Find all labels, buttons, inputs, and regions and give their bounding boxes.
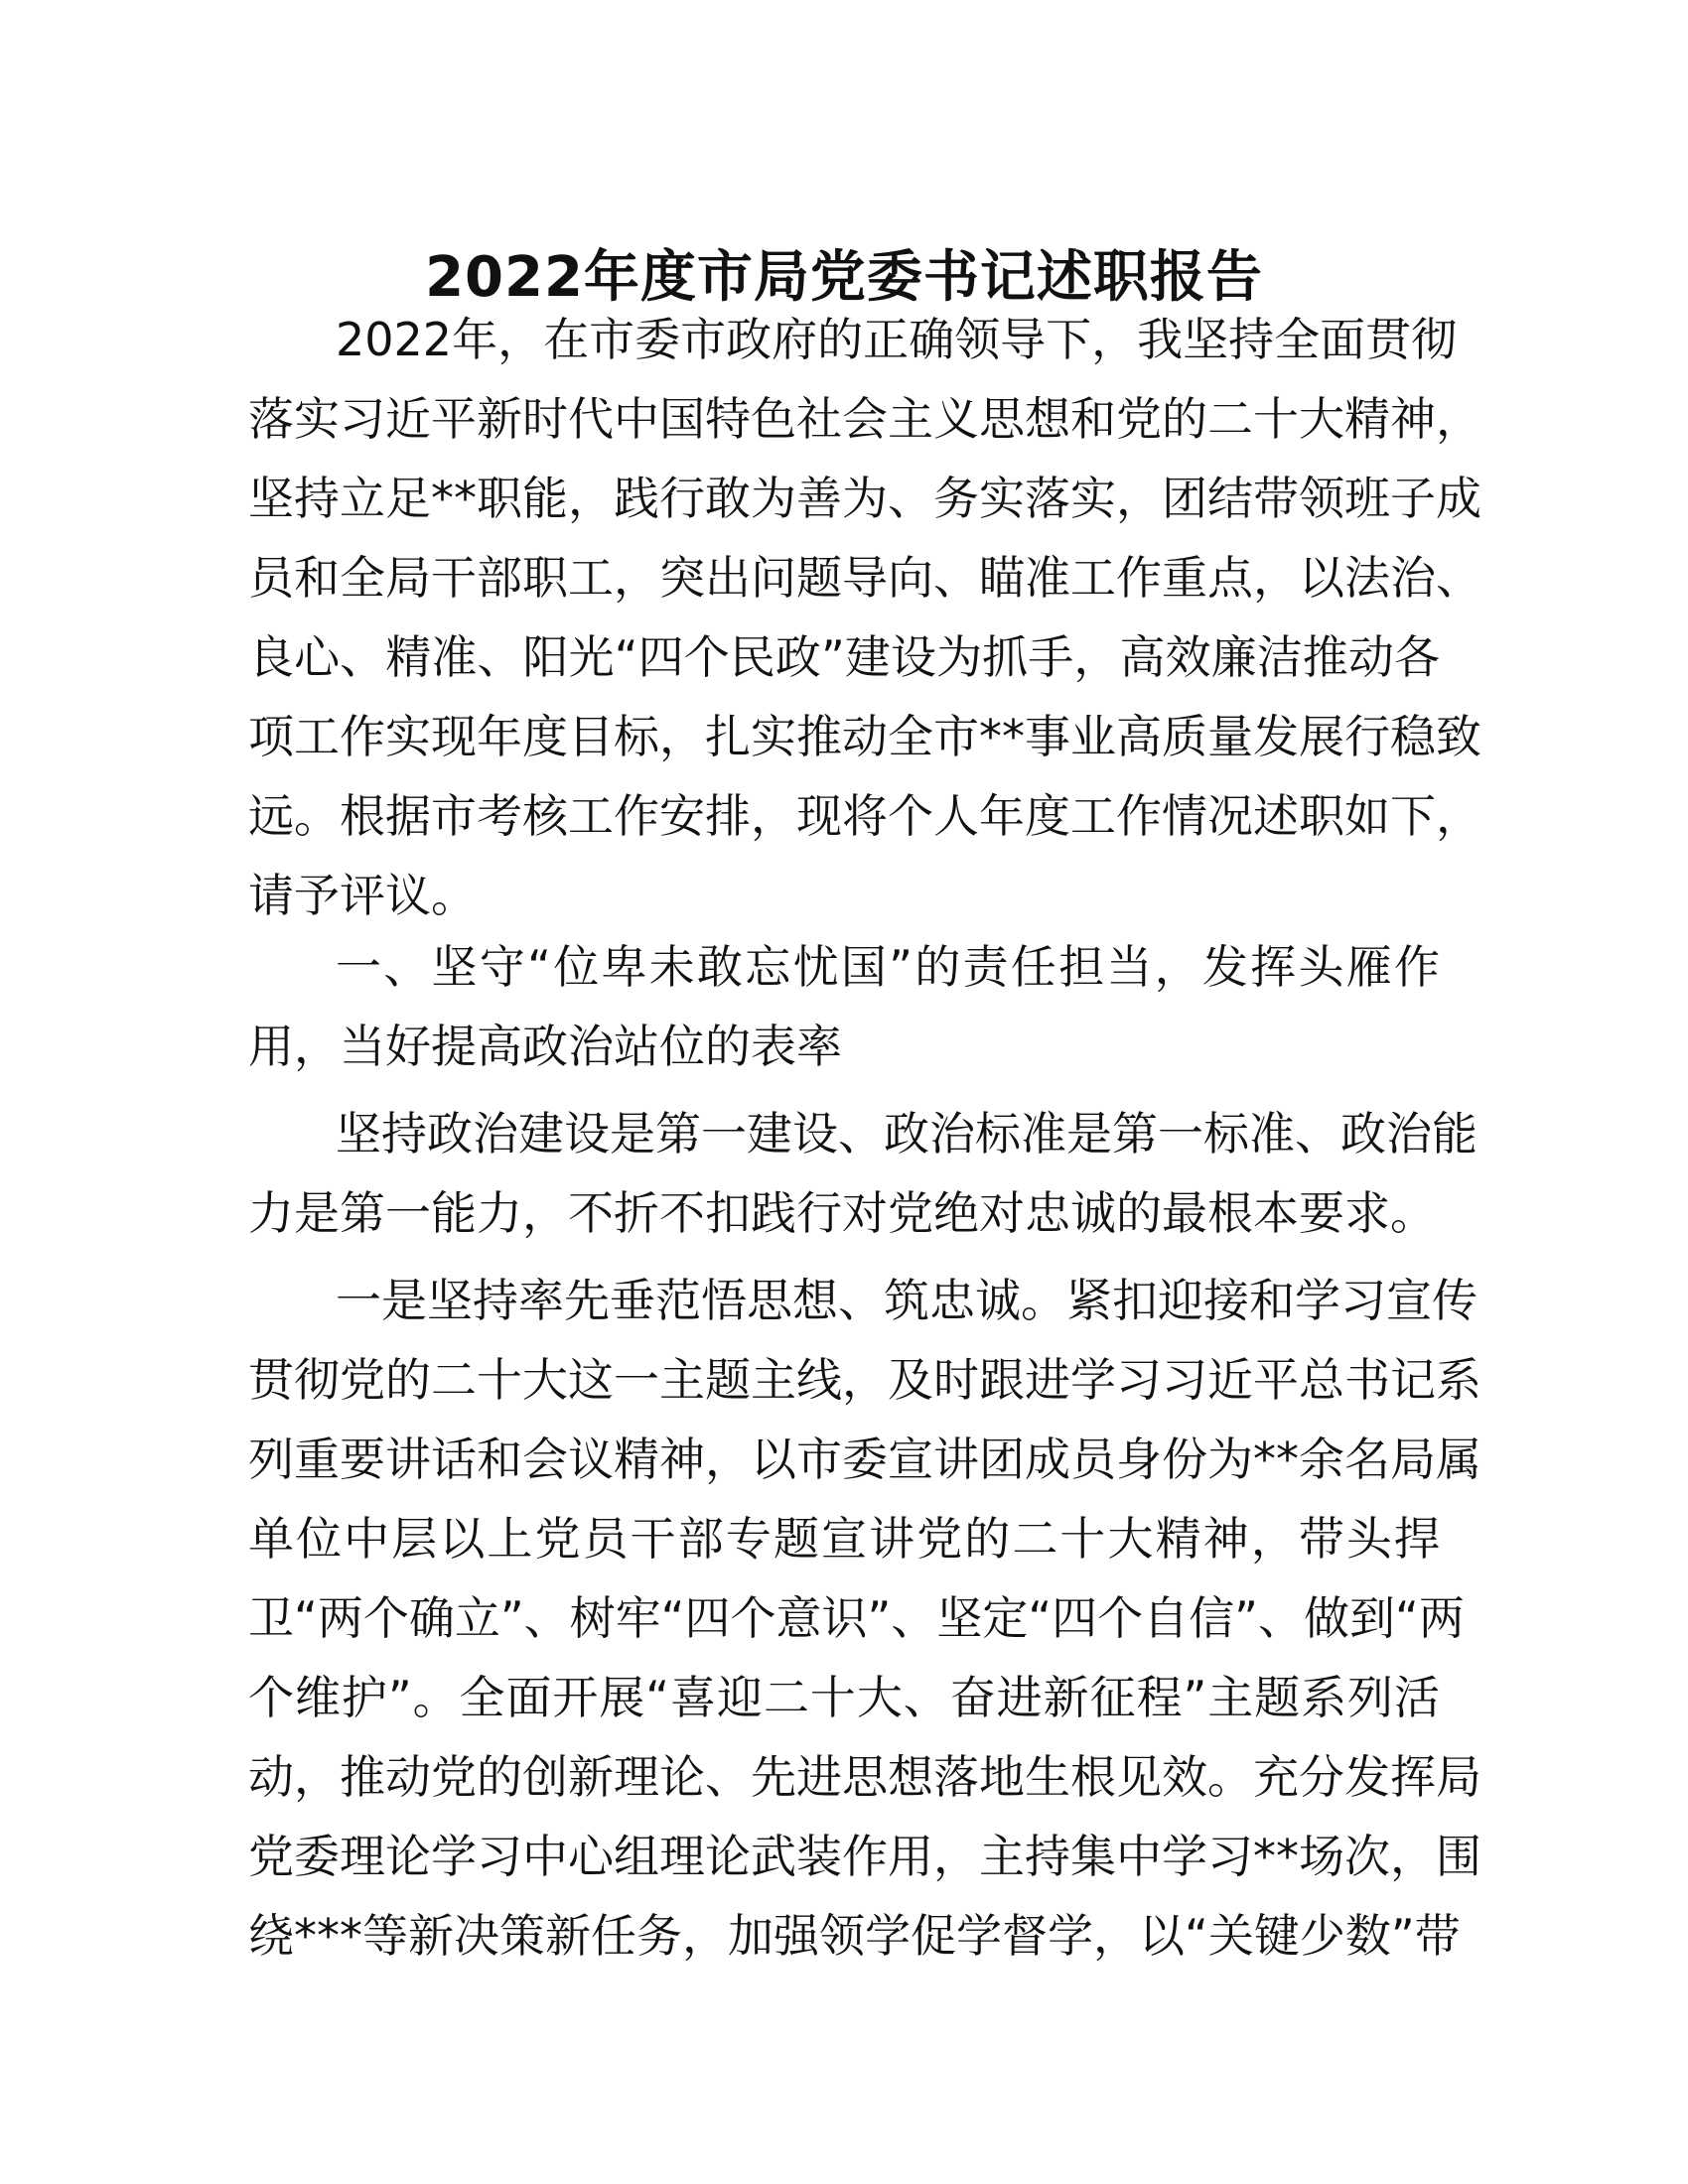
text-line: 个维护”。全面开展“喜迎二十大、奋进新征程”主题系列活 [248,1671,1440,1724]
text-line: 列重要讲话和会议精神，以市委宣讲团成员身份为**余名局属 [248,1433,1481,1486]
text-line: 坚持政治建设是第一建设、政治标准是第一标准、政治能 [336,1107,1477,1160]
text-line: 员和全局干部职工，突出问题导向、瞄准工作重点，以法治、 [248,551,1481,605]
paragraph-political-building [248,1094,1477,1253]
section-heading-1 [248,927,1440,1086]
text-line: 卫“两个确立”、树牢“四个意识”、坚定“四个自信”、做到“两 [248,1591,1465,1645]
paragraph-intro [248,300,1481,935]
text-line: 项工作实现年度目标，扎实推动全市**事业高质量发展行稳致 [248,710,1481,763]
text-line: 绕***等新决策新任务，加强领学促学督学，以“关键少数”带 [248,1909,1461,1963]
text-line: 贯彻党的二十大这一主题主线，及时跟进学习习近平总书记系 [248,1353,1481,1407]
text-line: 党委理论学习中心组理论武装作用，主持集中学习**场次，围 [248,1830,1481,1883]
text-line: 落实习近平新时代中国特色社会主义思想和党的二十大精神， [248,392,1481,446]
text-line: 力是第一能力，不折不扣践行对党绝对忠诚的最根本要求。 [248,1186,1436,1240]
text-line: 用，当好提高政治站位的表率 [248,1020,842,1073]
text-line: 坚持立足**职能，践行敢为善为、务实落实，团结带领班子成 [248,472,1481,525]
text-line: 一、坚守“位卑未敢忘忧国”的责任担当，发挥头雁作 [336,940,1440,994]
text-line: 一是坚持率先垂范悟思想、筑忠诚。紧扣迎接和学习宣传 [336,1274,1477,1327]
paragraph-point-one [248,1261,1481,1976]
text-line: 动，推动党的创新理论、先进思想落地生根见效。充分发挥局 [248,1750,1481,1804]
text-line: 2022年，在市委市政府的正确领导下，我坚持全面贯彻 [336,313,1458,366]
text-line: 良心、精准、阳光“四个民政”建设为抓手，高效廉洁推动各 [248,630,1440,684]
document-title: 2022年度市局党委书记述职报告 [425,244,1263,310]
text-line: 单位中层以上党员干部专题宣讲党的二十大精神，带头捍 [248,1512,1440,1566]
text-line: 远。根据市考核工作安排，现将个人年度工作情况述职如下， [248,789,1481,843]
text-line: 请予评议。 [248,869,477,922]
